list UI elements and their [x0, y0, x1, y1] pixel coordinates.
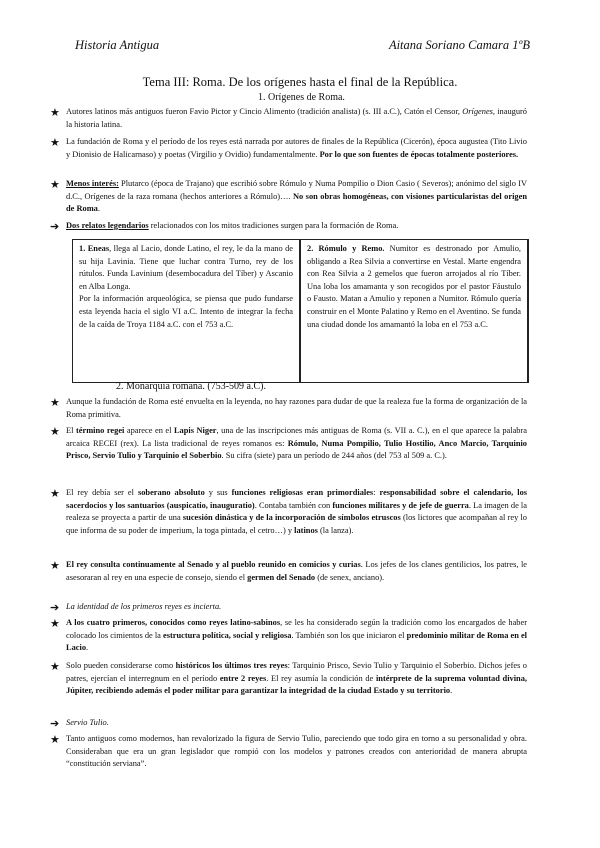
text-run: Plutarco (época de Trajano) que escribió sobre Rómulo y Numa Pompilio o Dion Casio ( Severos); anónimo del siglo IV d.C., Orígenes de la raza romana (hechos anteriores a Rómulo)…. — [66, 179, 527, 201]
text-run: (los lictores que acompañan al rey lo que informa de su poder de imperium, la toga pintada, el cetro…) y — [66, 513, 527, 535]
text-run: El rey debía ser el — [66, 488, 138, 497]
star-bullet-icon: ★ — [50, 560, 60, 572]
text-run-bold: Rómulo, Numa Pompilio, Tulio Hostilio, Anco Marcio, Tarquinio Prisco, Servio Tulio y Tarquinio el Soberbio — [66, 438, 527, 461]
text-run: Numitor es destronado por Amulio, obligando a Rea Silvia a convertirse en Vestal. Marte engendra con Rea Silvia a 2 gemelos que fueron arrojados al río Tíber. Una loba los amamanta y son recogidos por el pastor Fáustulo o Fausto. Matan a Amulio y reponen a Numitor. Rómulo quería construir en el Monte Palatino y Remo en el Aventino. Se funda una ciudad donde los amamantó la loba en el 753 a.C. — [307, 244, 521, 329]
text-run: . También son los que iniciaron el — [291, 630, 407, 640]
text-run: La fundación de Roma y el período de los reyes está narrada por autores de finales de la República (Cicerón), época augustea (Tito Livio y Dionisio de Halicarnaso) y poetas (Virgilio y Ovidio) fundamentalmente. — [66, 137, 527, 159]
text-run-bold: intérprete de la suprema voluntad divina, Júpiter, recibiendo además el poder militar para garantizar la integridad de la ciudad Estado y su territorio — [66, 673, 527, 696]
arrow-bullet-icon: ➔ — [50, 718, 60, 730]
section-heading-monarquia: 2. Monarquía romana. (753-509 a.C). — [116, 381, 266, 392]
text-run: , inauguró la historia latina. — [66, 107, 527, 129]
star-bullet-icon: ★ — [50, 426, 60, 438]
arrow-bullet-icon: ➔ — [50, 602, 60, 614]
star-bullet-icon: ★ — [50, 618, 60, 630]
text-run-bold: históricos los últimos tres reyes — [175, 661, 288, 670]
paragraph-latino-sabinos — [66, 617, 527, 655]
paragraph-lapis-niger — [66, 425, 527, 463]
box-eneas-archaeology: Por la información arqueológica, se piensa que pudo fundarse esta leyenda hacia el siglo VI a.C. Intento de integrar la fecha de la caída de Troya 1184 a.C. con el 753 a.C. — [79, 294, 293, 329]
paragraph-ultimos-reyes — [66, 660, 527, 698]
text-run-bold: Lapis Niger — [173, 426, 217, 435]
text-run-bold: No son obras homogéneas, con visiones particularistas del origen de Roma — [66, 191, 527, 214]
text-run: Solo pueden considerarse como — [66, 661, 176, 670]
header-author: Aitana Soriano Camara 1ºB — [388, 38, 530, 52]
text-run-bold: 2. Rómulo y Remo. — [307, 244, 385, 253]
text-run-bold: germen del Senado — [247, 572, 316, 582]
text-run: El — [66, 426, 76, 435]
paragraph-soberano — [66, 487, 527, 537]
text-run-bold: soberano absoluto — [137, 488, 205, 497]
text-run-bold: Menos interés: — [66, 179, 119, 188]
text-run-italic: Servio Tulio. — [66, 718, 109, 727]
text-run: . Los jefes de los clanes gentilicios, los patres, le asesoraran al rey en una especie de consejo, siendo el — [66, 560, 527, 582]
text-run-bold: sucesión dinástica y de la incorporación de símbolos etruscos — [182, 513, 401, 523]
text-run: , se les ha considerado según la tradición como los encargados de haber colocado los cimientos de la — [66, 618, 527, 640]
text-run-italic: Orígenes — [462, 107, 493, 116]
text-run: (de senex, anciano). — [315, 572, 385, 582]
text-run: : — [373, 488, 380, 497]
star-bullet-icon: ★ — [50, 107, 60, 119]
text-run: . Su cifra (siete) para un período de 244 años (del 753 al 509 a. C.). — [221, 451, 447, 461]
text-run-bold: El rey consulta continuamente al Senado y al pueblo reunido en comicios y curias — [66, 560, 361, 569]
star-bullet-icon: ★ — [50, 488, 60, 500]
text-run-bold: funciones religiosas eran primordiales — [231, 488, 374, 497]
paragraph-servio-tulio-heading — [66, 717, 527, 730]
text-run: aparece en el — [124, 426, 174, 435]
text-run: : Tarquinio Prisco, Sevio Tulio y Tarquinio el Soberbio. Dichos jefes o patres, ejercían el interregnum en el período — [66, 661, 527, 683]
text-run: . El rey asumía la condición de — [266, 673, 376, 683]
text-run: , una de las inscripciones más antiguas de Roma (s. VII a. C.), en el que aparece la palabra arcaica RECEI (rex). La lista tradicional de reyes romanos es: — [66, 426, 528, 448]
text-run-bold: predominio militar de Roma en el Lacio — [66, 630, 527, 653]
text-run: . — [86, 643, 89, 653]
text-run-bold: entre 2 reyes — [219, 673, 267, 683]
text-run: y sus — [204, 488, 232, 497]
paragraph-identidad-reyes — [66, 601, 527, 614]
paragraph-senado — [66, 559, 527, 584]
text-run-bold: Dos relatos legendarios — [66, 221, 149, 230]
text-run-bold: responsabilidad sobre el calendario, los sacerdocios y los santuarios (auspicatio, inauguratio) — [66, 488, 528, 510]
box-romulo-remo — [301, 240, 527, 382]
text-run: . La imagen de la realeza se proyecta a partir de una — [66, 500, 527, 523]
text-run: . — [97, 204, 100, 214]
box-eneas — [73, 240, 301, 382]
star-bullet-icon: ★ — [50, 661, 60, 673]
section-heading-origenes: 1. Orígenes de Roma. — [258, 92, 345, 103]
text-run-bold: estructura política, social y religiosa — [162, 630, 292, 640]
paragraph-servio-tulio: Tanto antiguos como modernos, han revalorizado la figura de Servio Tulio, pareciendo que todo gira en torno a su personalidad y obra. Consideraban que era un gran legislador que rompió con los modelos y patrones creados con anterioridad de manera abrupta “constitución serviana”. — [66, 734, 527, 769]
text-run-bold: funciones militares y de jefe de guerra — [332, 500, 469, 510]
star-bullet-icon: ★ — [50, 137, 60, 149]
legend-boxes — [72, 239, 529, 383]
text-run-italic: La identidad de los primeros reyes es incierta. — [66, 602, 222, 611]
paragraph-menos-interes — [66, 178, 527, 216]
star-bullet-icon: ★ — [50, 397, 60, 409]
text-run: , llega al Lacio, donde Latino, el rey, le da la mano de su hija Lavinia. Tiene que luchar contra Turno, rey de los rútulos. Funda Lavinium (desembocadura del Tíber) y Ascanio en Alba Longa. — [79, 244, 293, 291]
arrow-bullet-icon: ➔ — [50, 221, 60, 233]
star-bullet-icon: ★ — [50, 179, 60, 191]
text-run-bold: 1. Eneas — [79, 244, 110, 253]
text-run: Autores latinos más antiguos fueron Favio Pictor y Cincio Alimento (tradición analista) (s. III a.C.), Catón el Censor, — [66, 107, 463, 116]
header-course: Historia Antigua — [75, 38, 160, 52]
text-run-bold: A los cuatro primeros, conocidos como reyes latino-sabinos — [66, 618, 281, 627]
paragraph-fundacion — [66, 136, 527, 161]
text-run-bold: Por lo que son fuentes de épocas totalmente posteriores. — [319, 149, 519, 159]
star-bullet-icon: ★ — [50, 734, 60, 746]
text-run: . Contaba también con — [254, 500, 333, 510]
paragraph-realeza: Aunque la fundación de Roma esté envuelta en la leyenda, no hay razones para dudar de que la realeza fue la forma de organización de la Roma primitiva. — [66, 397, 527, 419]
text-run-bold: término regei — [75, 426, 125, 435]
text-run: (la lanza). — [317, 525, 354, 535]
box-eneas-paragraph — [79, 243, 293, 293]
paragraph-autores-latinos — [66, 106, 527, 131]
text-run: relacionados con los mitos tradiciones surgen para la formación de Roma. — [148, 221, 399, 230]
text-run-bold: latinos — [294, 525, 318, 535]
paragraph-relatos-legendarios — [66, 220, 527, 233]
text-run: . — [450, 686, 453, 696]
document-title: Tema III: Roma. De los orígenes hasta el final de la República. — [142, 75, 458, 89]
